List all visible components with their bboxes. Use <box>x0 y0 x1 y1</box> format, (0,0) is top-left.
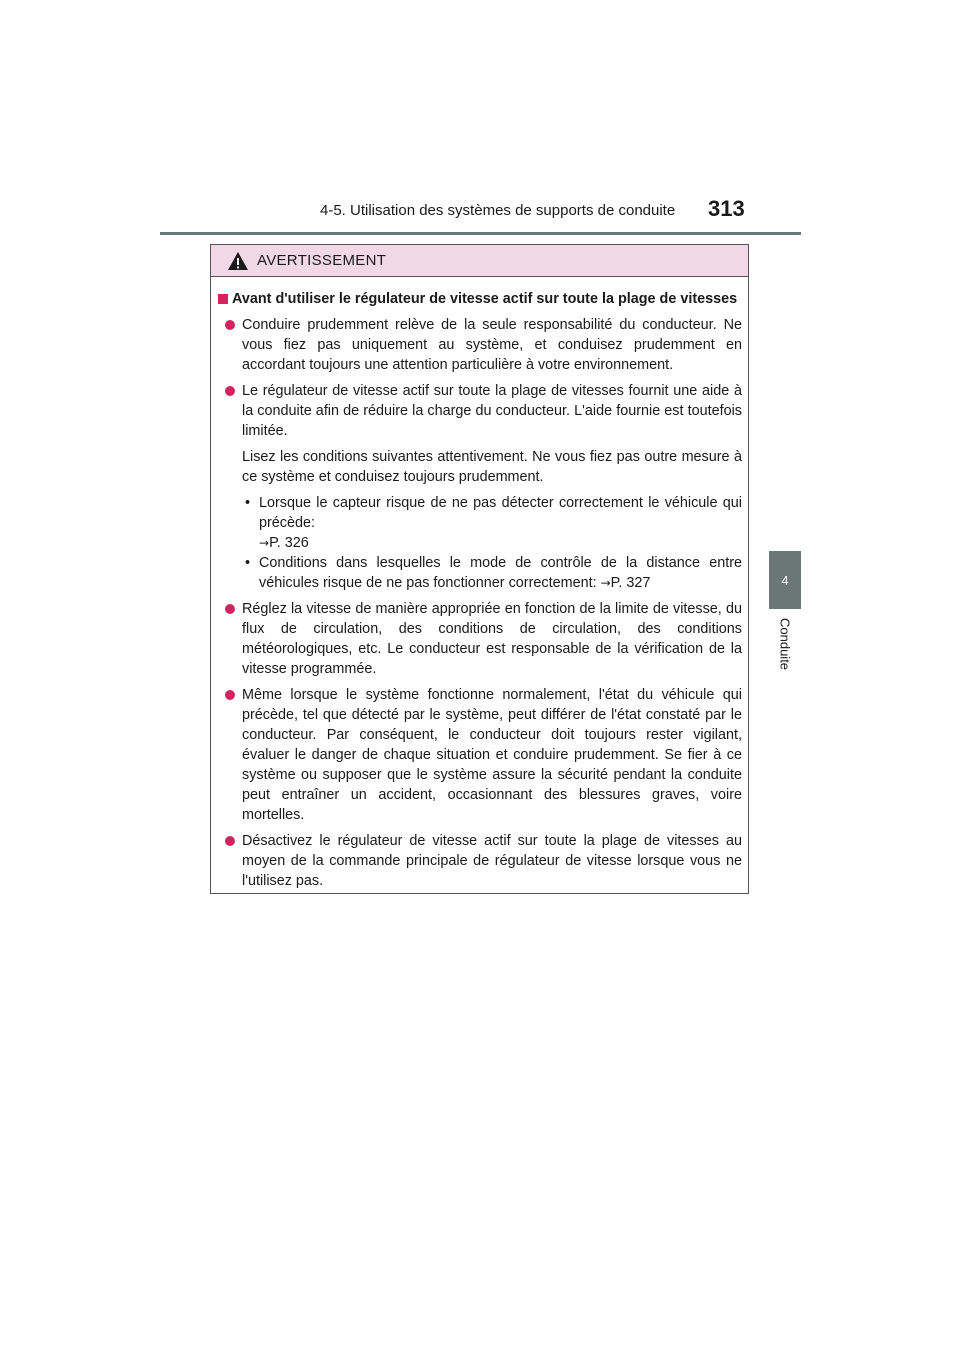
page-reference[interactable] <box>601 575 651 591</box>
list-item-text: Même lorsque le système fonctionne normalement, l'état du véhicule qui précède, tel que détecté par le système, peut différer de l'état constaté par le conducteur. Par conséquent, le conducteur doit toujours rester vigilant, évaluer le danger de chaque situation et conduire prudemment. Se fier à ce système ou supposer que le système assure la sécurité pendant la conduite peut entraîner un accident, occasionnant des blessures graves, voire mortelles. <box>242 687 742 823</box>
section-heading-text: Avant d'utiliser le régulateur de vitesse actif sur toute la plage de vitesses <box>232 291 738 307</box>
sub-list <box>217 493 742 593</box>
square-bullet-icon <box>218 294 228 304</box>
bullet-paragraph: Lisez les conditions suivantes attentivement. Ne vous fiez pas outre mesure à ce système et conduisez toujours prudemment. <box>242 449 742 485</box>
warning-triangle-icon <box>227 251 249 271</box>
page-number: 313 <box>708 196 745 221</box>
sub-list-item-text: Lorsque le capteur risque de ne pas détecter correctement le véhicule qui précède: <box>259 495 742 531</box>
section-heading <box>217 289 742 309</box>
page-reference-text: P. 327 <box>610 575 651 591</box>
dot-bullet: • <box>245 555 251 571</box>
round-bullet-icon <box>225 604 235 614</box>
list-item-text: Conduire prudemment relève de la seule responsabilité du conducteur. Ne vous fiez pas uniquement au système, et conduisez prudemment en accordant toujours une attention particulière à votre environnement. <box>242 317 742 373</box>
list-item <box>217 831 742 891</box>
round-bullet-icon <box>225 836 235 846</box>
sub-list-item <box>217 493 742 553</box>
warning-title: AVERTISSEMENT <box>257 252 387 269</box>
section-title: 4-5. Utilisation des systèmes de supports de conduite <box>320 202 676 219</box>
list-item-text: Le régulateur de vitesse actif sur toute la plage de vitesses fournit une aide à la conduite afin de réduire la charge du conducteur. L'aide fournie est toutefois limitée. <box>242 383 742 439</box>
sub-list-item <box>217 553 742 593</box>
page-reference-text: P. 326 <box>269 535 309 551</box>
chapter-tab <box>769 551 801 609</box>
header-rule <box>160 232 801 235</box>
round-bullet-icon <box>225 320 235 330</box>
arrow-icon: → <box>600 576 611 590</box>
round-bullet-icon <box>225 386 235 396</box>
dot-bullet: • <box>245 495 251 511</box>
list-item <box>217 685 742 825</box>
list-item <box>217 381 742 441</box>
warning-body <box>211 277 748 891</box>
round-bullet-icon <box>225 690 235 700</box>
chapter-label: Conduite <box>777 618 793 671</box>
warning-box <box>210 244 749 894</box>
list-item-text: Réglez la vitesse de manière appropriée en fonction de la limite de vitesse, du flux de circulation, des conditions de circulation, des conditions météorologiques, etc. Le conducteur est responsable de la vérification de la vitesse programmée. <box>242 601 742 677</box>
list-item <box>217 315 742 375</box>
sub-list-item-text: Conditions dans lesquelles le mode de contrôle de la distance entre véhicules risque de ne pas fonctionner correctement: <box>259 555 742 591</box>
chapter-number: 4 <box>781 572 789 588</box>
list-item-text: Désactivez le régulateur de vitesse actif sur toute la plage de vitesses au moyen de la commande principale de régulateur de vitesse lorsque vous ne l'utilisez pas. <box>242 833 742 889</box>
warning-header <box>211 245 748 277</box>
list-item <box>217 599 742 679</box>
arrow-icon: → <box>259 536 270 550</box>
page-reference[interactable] <box>259 533 742 553</box>
